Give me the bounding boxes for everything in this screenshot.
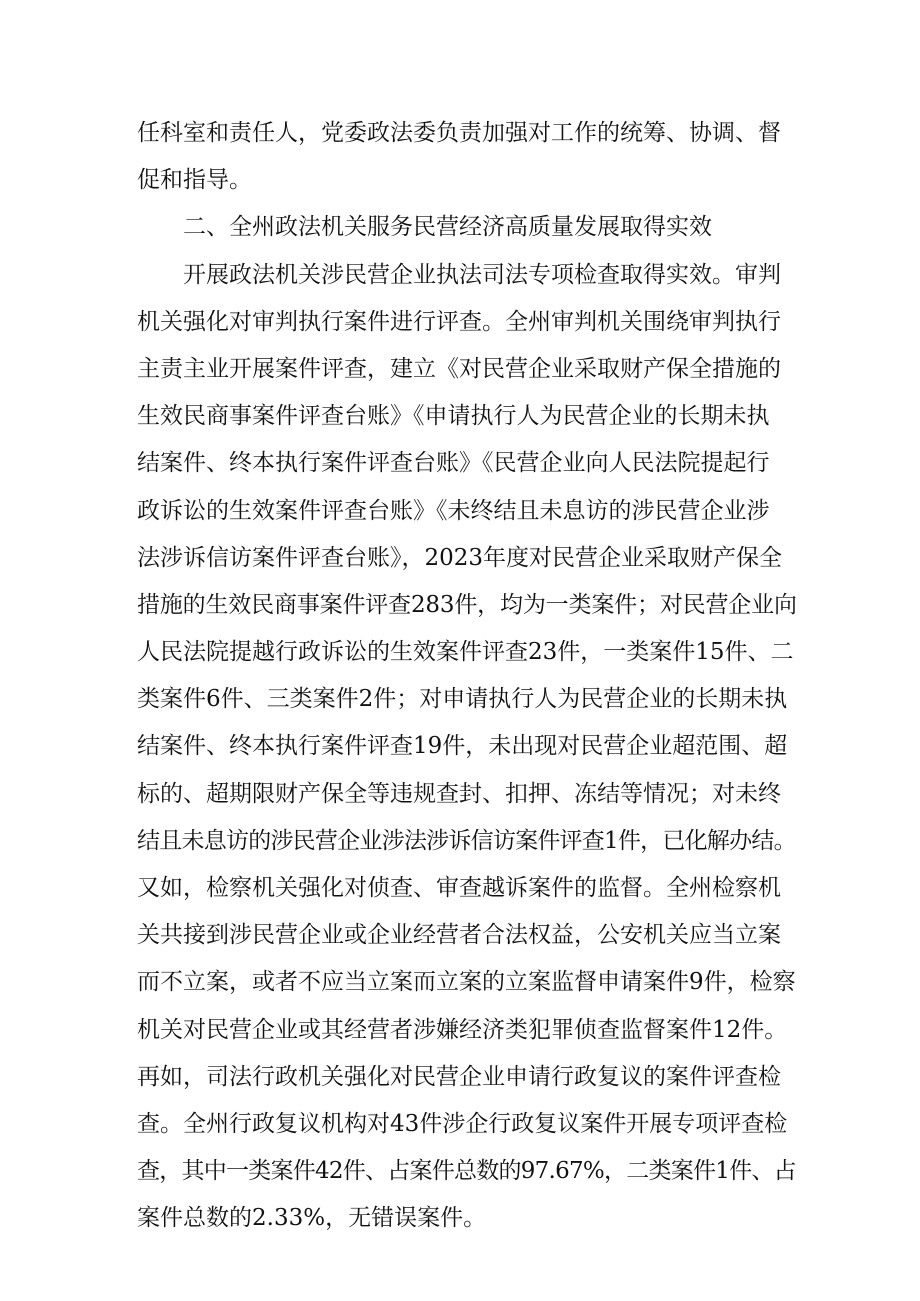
text-line: 措施的生效民商事案件评查283件，均为一类案件；对民营企业向 <box>137 591 797 618</box>
document-body <box>137 110 797 1243</box>
text-line: 人民法院提越行政诉讼的生效案件评查23件，一类案件15件、二 <box>137 639 794 666</box>
text-line: 促和指导。 <box>137 167 252 194</box>
text-line: 法涉诉信访案件评查台账》，2023年度对民营企业采取财产保全 <box>137 544 783 571</box>
text-line: 开展政法机关涉民营企业执法司法专项检查取得实效。审判 <box>183 261 781 288</box>
text-line: 又如，检察机关强化对侦查、审查越诉案件的监督。全州检察机 <box>137 875 781 901</box>
text-line: 标的、超期限财产保全等违规查封、扣押、冻结等情况；对未终 <box>137 780 781 807</box>
text-line: 关共接到涉民营企业或企业经营者合法权益，公安机关应当立案 <box>137 922 781 949</box>
section-heading: 二、全州政法机关服务民营经济高质量发展取得实效 <box>183 214 712 241</box>
text-line: 查，其中一类案件42件、占案件总数的97.67%，二类案件1件、占 <box>137 1158 796 1185</box>
text-line: 再如，司法行政机关强化对民营企业申请行政复议的案件评查检 <box>137 1063 781 1090</box>
text-line: 主责主业开展案件评查，建立《对民营企业采取财产保全措施的 <box>137 355 781 382</box>
text-line: 机关强化对审判执行案件进行评查。全州审判机关围绕审判执行 <box>137 308 781 335</box>
text-line: 类案件6件、三类案件2件；对申请执行人为民营企业的长期未执 <box>137 686 788 713</box>
text-line: 任科室和责任人，党委政法委负责加强对工作的统筹、协调、督 <box>137 120 781 146</box>
text-line: 机关对民营企业或其经营者涉嫌经济类犯罪侦查监督案件12件。 <box>137 1016 788 1043</box>
text-line: 政诉讼的生效案件评查台账》《未终结且未息访的涉民营企业涉 <box>137 497 770 524</box>
text-line: 生效民商事案件评查台账》《申请执行人为民营企业的长期未执 <box>137 403 770 430</box>
text-line: 结案件、终本执行案件评查台账》《民营企业向人民法院提起行 <box>137 450 770 477</box>
text-line: 结案件、终本执行案件评查19件，未出现对民营企业超范围、超 <box>137 733 788 760</box>
text-line: 案件总数的2.33%，无错误案件。 <box>137 1205 487 1232</box>
text-line: 结且未息访的涉民营企业涉法涉诉信访案件评查1件，已化解办结。 <box>137 827 796 854</box>
text-line: 而不立案，或者不应当立案而立案的立案监督申请案件9件，检察 <box>137 969 796 996</box>
text-line: 查。全州行政复议机构对43件涉企行政复议案件开展专项评查检 <box>137 1110 788 1137</box>
